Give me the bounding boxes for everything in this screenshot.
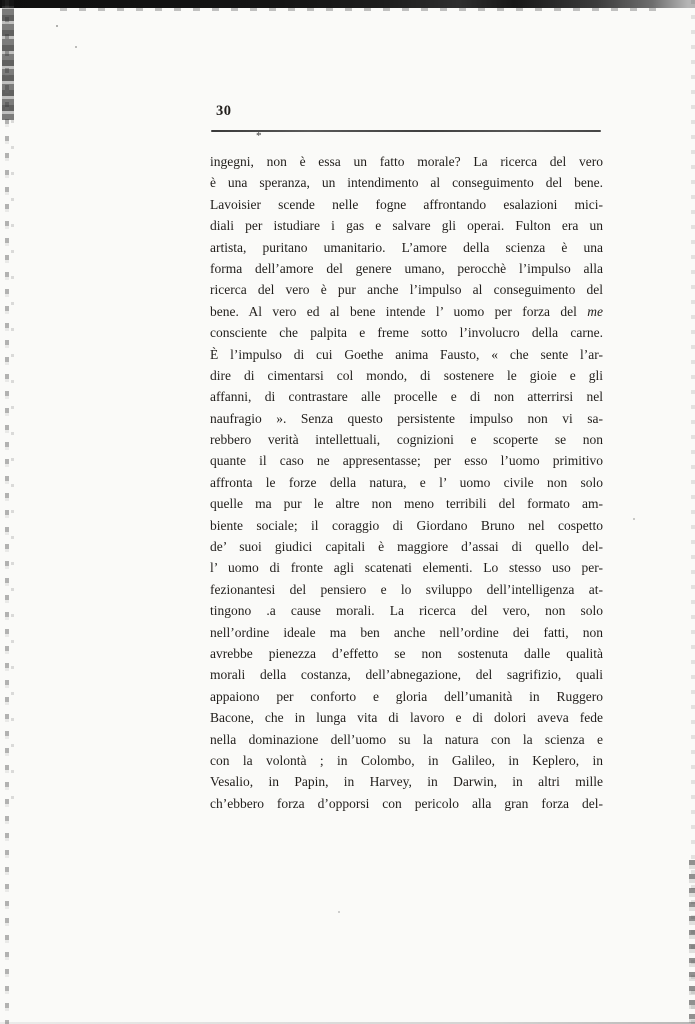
text-line: l’ uomo di fronte agli scatenati elementi. Lo stesso uso per- (210, 560, 603, 576)
scan-artifact-right-edge-bottom (689, 860, 695, 1024)
text-line: Bacone, che in lunga vita di lavoro e di dolori aveva fede (210, 710, 603, 726)
text-line: affanni, di contrastare alle procelle e di non atterrirsi nel (210, 389, 603, 405)
scan-artifact-left-gutter (5, 0, 9, 1024)
text-line: quante il caso ne appresentasse; per esso l’uomo primitivo (210, 453, 603, 469)
scan-speck (633, 518, 635, 520)
text-line: Lavoisier scende nelle fogne affrontando esalazioni mici- (210, 196, 603, 212)
text-line: ingegni, non è essa un fatto morale? La ricerca del vero (210, 154, 603, 169)
text-line: con la volontà ; in Colombo, in Galileo, in Keplero, in (210, 752, 603, 768)
text-line: quelle ma pur le altre non meno terribili del formato am- (210, 496, 603, 512)
text-line: Vesalio, in Papin, in Harvey, in Darwin, in altri mille (210, 774, 603, 790)
printer-mark: * (256, 130, 262, 142)
text-line: de’ suoi giudici capitali è maggiore d’assai di quello del- (210, 539, 603, 555)
text-line: rebbero verità intellettuali, cognizioni e scoperte se non (210, 432, 603, 448)
text-line: artista, puritano umanitario. L’amore della scienza è una (210, 239, 603, 255)
text-line: forma dell’amore del genere umano, perocchè l’impulso alla (210, 260, 603, 276)
text-line: affronta le forze della natura, e l’ uomo civile non solo (210, 474, 603, 490)
text-line: fezionantesi del pensiero e lo sviluppo dell’intelligenza at- (210, 581, 603, 597)
page-number: 30 (216, 103, 232, 119)
text-line: naufragio ». Senza questo persistente impulso non vi sa- (210, 410, 603, 426)
header-rule (211, 130, 601, 132)
text-block (210, 151, 603, 814)
text-line: avrebbe pienezza d’effetto se non sostenuta dalle qualità (210, 645, 603, 661)
text-line: bene. Al vero ed al bene intende l’ uomo per forza del me (210, 303, 603, 319)
text-line: diali per istudiare i gas e salvare gli operai. Fulton era un (210, 218, 603, 234)
scan-artifact-left-specks (11, 120, 14, 820)
scan-artifact-top-edge-frizz (60, 8, 660, 11)
text-line: È l’impulso di cui Goethe anima Fausto, « che sente l’ar- (210, 346, 603, 362)
scan-speck (75, 46, 77, 48)
text-line: nella dominazione dell’uomo su la natura con la scienza e (210, 731, 603, 747)
scan-speck (338, 911, 340, 913)
text-line: tingono .a cause morali. La ricerca del vero, non solo (210, 603, 603, 619)
text-line: nell’ordine ideale ma ben anche nell’ordine dei fatti, non (210, 624, 603, 640)
text-line: biente sociale; il coraggio di Giordano Bruno nel cospetto (210, 517, 603, 533)
text-line: appaiono per conforto e gloria dell’umanità in Ruggero (210, 688, 603, 704)
text-line: è una speranza, un intendimento al conseguimento del bene. (210, 175, 603, 191)
text-line: dire di cimentarsi col mondo, di sostenere le gioie e gli (210, 367, 603, 383)
text-line: morali della costanza, dell’abnegazione, del sagrifizio, quali (210, 667, 603, 683)
scan-artifact-top-edge (0, 0, 695, 8)
text-line: consciente che palpita e freme sotto l’involucro della carne. (210, 325, 603, 341)
text-line: ch’ebbero forza d’opporsi con pericolo alla gran forza del- (210, 795, 603, 811)
text-line: ricerca del vero è pur anche l’impulso al conseguimento del (210, 282, 603, 298)
scan-speck (56, 25, 58, 27)
